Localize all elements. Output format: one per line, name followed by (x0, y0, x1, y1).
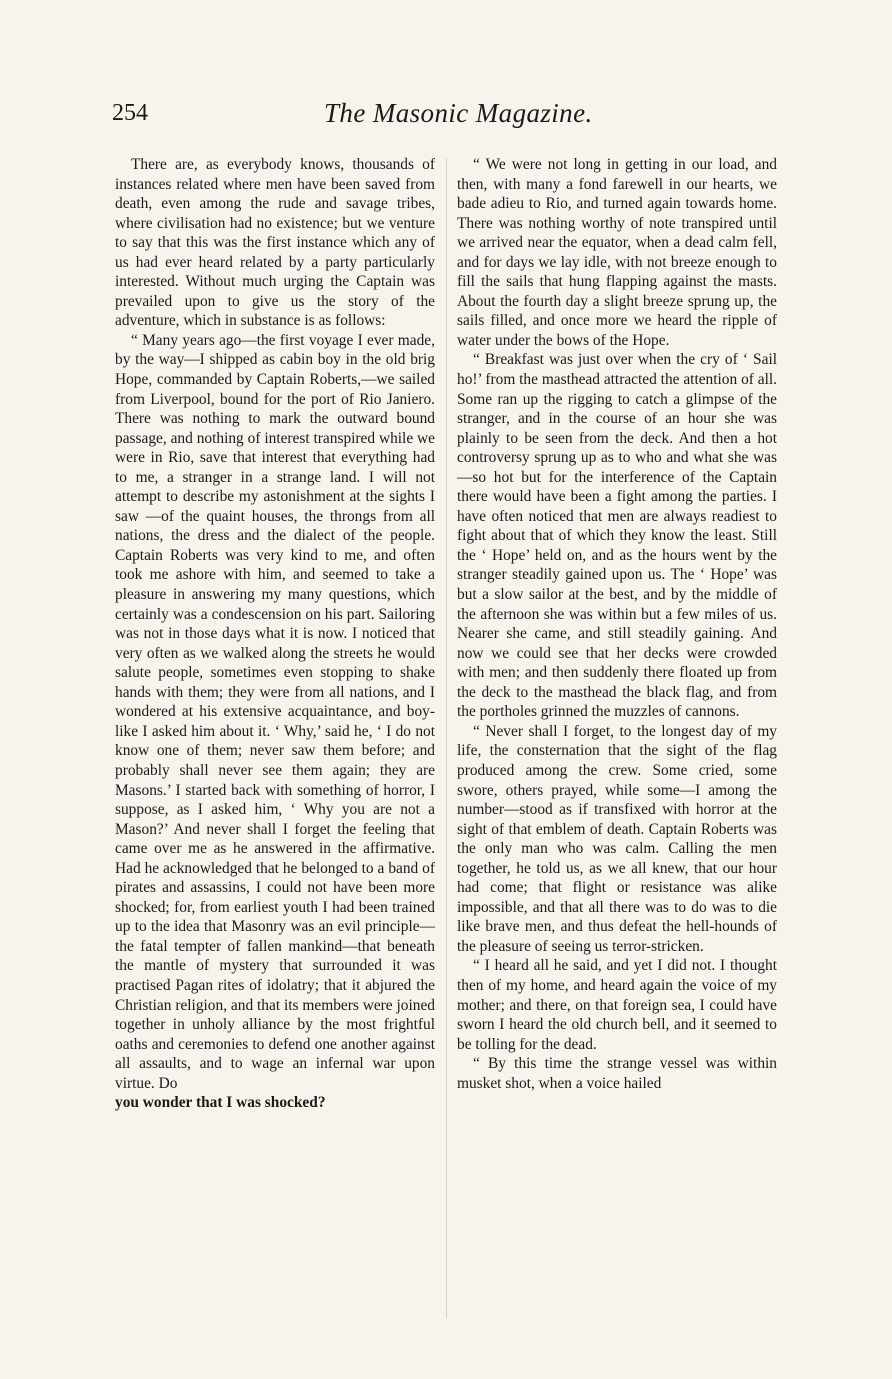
closing-line: you wonder that I was shocked? (115, 1094, 326, 1112)
paragraph: “ Never shall I forget, to the longest day of my life, the consternation that the sight of the flag produced among the crew. Some cried, some swore, others prayed, while some—I among the number—stood as if transfixed with horror at the sight of that emblem of death. Captain Roberts was the only man who was calm. Calling the men together, he told us, as we all knew, that our hour had come; that flight or resistance was alike impossible, and that all there was to do was to die like brave men, and thus defeat the hell-hounds of the pleasure of seeing us terror-stricken. (457, 722, 777, 955)
left-column (115, 155, 435, 1113)
right-column (457, 155, 777, 1093)
paragraph: “ Many years ago—the first voyage I ever made, by the way—I shipped as cabin boy in the old brig Hope, commanded by Captain Roberts,—we sailed from Liverpool, bound for the port of Rio Janiero. There was nothing to mark the outward bound passage, and nothing of interest transpired while we were in Rio, save that interest that everything had to me, a stranger in a strange land. I will not attempt to describe my astonishment at the sights I saw —of the quaint houses, the throngs from all nations, the dress and the dialect of the people. Captain Roberts was very kind to me, and often took me ashore with him, and seemed to take a pleasure in answering my many questions, which certainly was a condescension on his part. Sailoring was not in those days what it is now. I noticed that very often as we walked along the streets he would salute people, sometimes even stopping to shake hands with them; they were from all nations, and I wondered at his extensive acquaintance, and boy-like I asked him about it. ‘ Why,’ said he, ‘ I do not know one of them; never saw them before; and probably shall never see them again; they are Masons.’ I started back with something of horror, I suppose, as I asked him, ‘ Why you are not a Mason?’ And never shall I forget the feeling that came over me as he answered in the affirmative. Had he acknowledged that he belonged to a band of pirates and assassins, I could not have been more shocked; for, from earliest youth I had been trained up to the idea that Masonry was an evil principle—the fatal tempter of fallen mankind—that beneath the mantle of mystery that surrounded it was practised Pagan rites of idolatry; that it abjured the Christian religion, and that its members were joined together in unholy alliance by the most frightful oaths and ceremonies to defend one another against all assaults, and to wage an infernal war upon virtue. Do (115, 331, 435, 1092)
paragraph: “ Breakfast was just over when the cry of ‘ Sail ho!’ from the masthead attracted the attention of all. Some ran up the rigging to catch a glimpse of the stranger, and in the course of an hour she was plainly to be seen from the deck. And then a hot controversy sprung up as to who and what she was—so hot but for the interference of the Captain there would have been a fight among the parties. I have often noticed that men are always readiest to fight about that of which they know the least. Still the ‘ Hope’ held on, and as the hours went by the stranger steadily gained upon us. The ‘ Hope’ was but a slow sailor at the best, and by the middle of the afternoon she was within but a few miles of us. Nearer she came, and still steadily gaining. And now we could see that her decks were crowded with men; and then suddenly there floated up from the deck to the masthead the black flag, and from the portholes grinned the muzzles of cannons. (457, 351, 777, 721)
page-number: 254 (112, 100, 148, 126)
paragraph: There are, as everybody knows, thousands of instances related where men have been saved from death, even among the rude and savage tribes, where civilisation had no existence; but we venture to say that this was the first instance which any of us had ever heard related by a party particularly interested. Without much urging the Captain was prevailed upon to give us the story of the adventure, which in substance is as follows: (115, 156, 435, 330)
page-header (112, 96, 782, 136)
paragraph: “ By this time the strange vessel was within musket shot, when a voice hailed (457, 1055, 777, 1092)
paragraph: “ I heard all he said, and yet I did not. I thought then of my home, and heard again the voice of my mother; and there, on that foreign sea, I could have sworn I heard the old church bell, and it seemed to be tolling for the dead. (457, 957, 777, 1053)
column-divider (446, 158, 447, 1318)
paragraph: “ We were not long in getting in our load, and then, with many a fond farewell in our hearts, we bade adieu to Rio, and turned again towards home. There was nothing worthy of note transpired until we arrived near the equator, when a dead calm fell, and for days we lay idle, with not breeze enough to fill the sails that hung flapping against the masts. About the fourth day a slight breeze sprung up, the sails filled, and once more we heard the ripple of water under the bows of the Hope. (457, 156, 777, 349)
running-title: The Masonic Magazine. (324, 98, 593, 128)
